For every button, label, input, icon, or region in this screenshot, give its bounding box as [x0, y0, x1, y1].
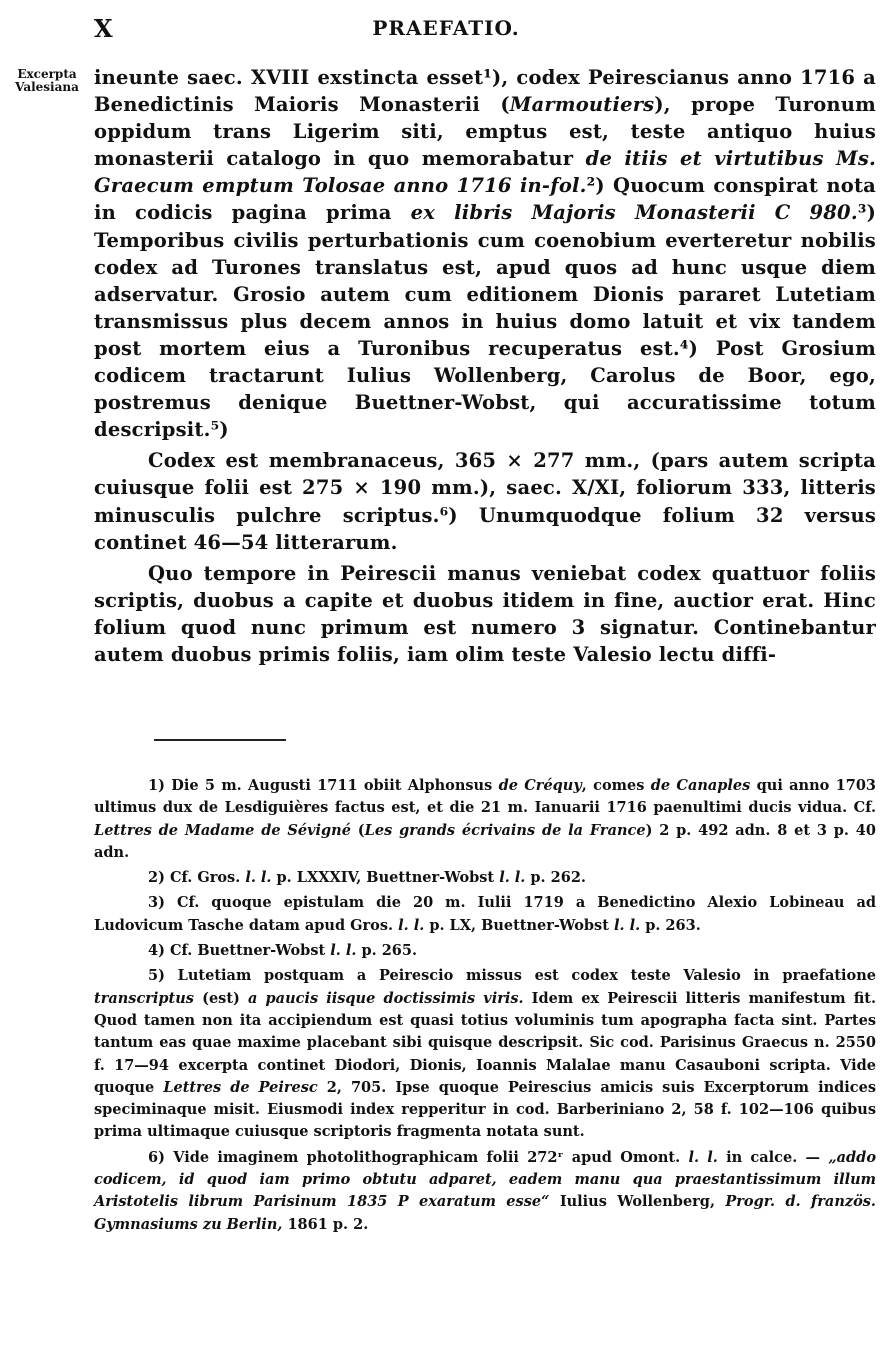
- page-header: [0, 14, 892, 50]
- footnote-2: 2) Cf. Gros. l. l. p. LXXXIV, Buettner-Wobst l. l. p. 262.: [148, 869, 586, 887]
- footnote-1: 1) Die 5 m. Augusti 1711 obiit Alphonsus de Créquy, comes de Canaples qui anno 1703 ultimus dux de Lesdiguières factus est, et die 21 m. Ianuarii 1716 paenultimi ducis vidua. Cf. Lettres de Madame de Sévigné (Les grands écrivains de la France) 2 p. 492 adn. 8 et 3 p. 40 adn.: [94, 777, 876, 861]
- paragraph-2: Codex est membranaceus, 365 × 277 mm., (pars autem scripta cuiusque folii est 275 × 190 mm.), saec. X/XI, foliorum 333, litteris minusculis pulchre scriptus.⁶) Unumquodque folium 32 versus continet 46—54 litterarum.: [94, 449, 876, 554]
- margin-note: Excerpta Valesiana: [15, 67, 79, 94]
- paragraph-3: Quo tempore in Peirescii manus veniebat codex quattuor foliis scriptis, duobus a capite et duobus itidem in fine, auctior erat. Hinc folium quod nunc primum est numero 3 signatur. Continebantur autem duobus primis foliis, iam olim teste Valesio lectu diffi-: [94, 561, 876, 666]
- footnote-divider: [154, 739, 286, 741]
- footnotes: [94, 775, 876, 1239]
- page-number: X: [94, 14, 114, 43]
- footnote-4: 4) Cf. Buettner-Wobst l. l. p. 265.: [148, 942, 418, 960]
- footnote-5: 5) Lutetiam postquam a Peirescio missus est codex teste Valesio in praefatione transcriptus (est) a paucis iisque doctissimis viris. Idem ex Peirescii litteris manifestum fit. Quod tamen non ita accipiendum est quasi totius voluminis tum apographa facta sint. Partes tantum eas quae maxime placebant sibi quisque descripsit. Sic cod. Parisinus Graecus n. 2550 f. 17—94 excerpta continet Diodori, Dionis, Ioannis Malalae manu Casauboni scripta. Vide quoque Lettres de Peiresc 2, 705. Ipse quoque Peirescius amicis suis Excerptorum indices speciminaque misit. Eiusmodi index repperitur in cod. Barberiniano 2, 58 f. 102—106 quibus prima ultimaque cuiusque scriptoris fragmenta notata sunt.: [94, 967, 876, 1141]
- footnote-6: 6) Vide imaginem photolithographicam folii 272ʳ apud Omont. l. l. in calce. — „addo codicem, id quod iam primo obtutu adparet, eadem manu qua praestantissimum illum Aristotelis librum Parisinum 1835 P exaratum esse“ Iulius Wollenberg, Progr. d. französ. Gymnasiums zu Berlin, 1861 p. 2.: [94, 1148, 876, 1233]
- footnote-3: 3) Cf. quoque epistulam die 20 m. Iulii 1719 a Benedictino Alexio Lobineau ad Ludovicum Tasche datam apud Gros. l. l. p. LX, Buettner-Wobst l. l. p. 263.: [94, 894, 876, 934]
- main-text: [94, 64, 876, 668]
- running-title: PRAEFATIO.: [372, 16, 520, 40]
- paragraph-1: ineunte saec. XVIII exstincta esset¹), codex Peirescianus anno 1716 a Benedictinis Maioris Monasterii (Marmoutiers), prope Turonum oppidum trans Ligerim siti, emptus est, teste antiquo huius monasterii catalogo in quo memorabatur de itiis et virtutibus Ms. Graecum emptum Tolosae anno 1716 in-fol.²) Quocum conspirat nota in codicis pagina prima ex libris Majoris Monasterii C 980.³) Temporibus civilis perturbationis cum coenobium everteretur nobilis codex ad Turones translatus est, apud quos ad hunc usque diem adservatur. Grosio autem cum editionem Dionis pararet Lutetiam transmissus plus decem annos in huius domo latuit et vix tandem post mortem eius a Turonibus recuperatus est.⁴) Post Grosium codicem tractarunt Iulius Wollenberg, Carolus de Boor, ego, postremus denique Buettner-Wobst, qui accuratissime totum descripsit.⁵): [94, 66, 877, 442]
